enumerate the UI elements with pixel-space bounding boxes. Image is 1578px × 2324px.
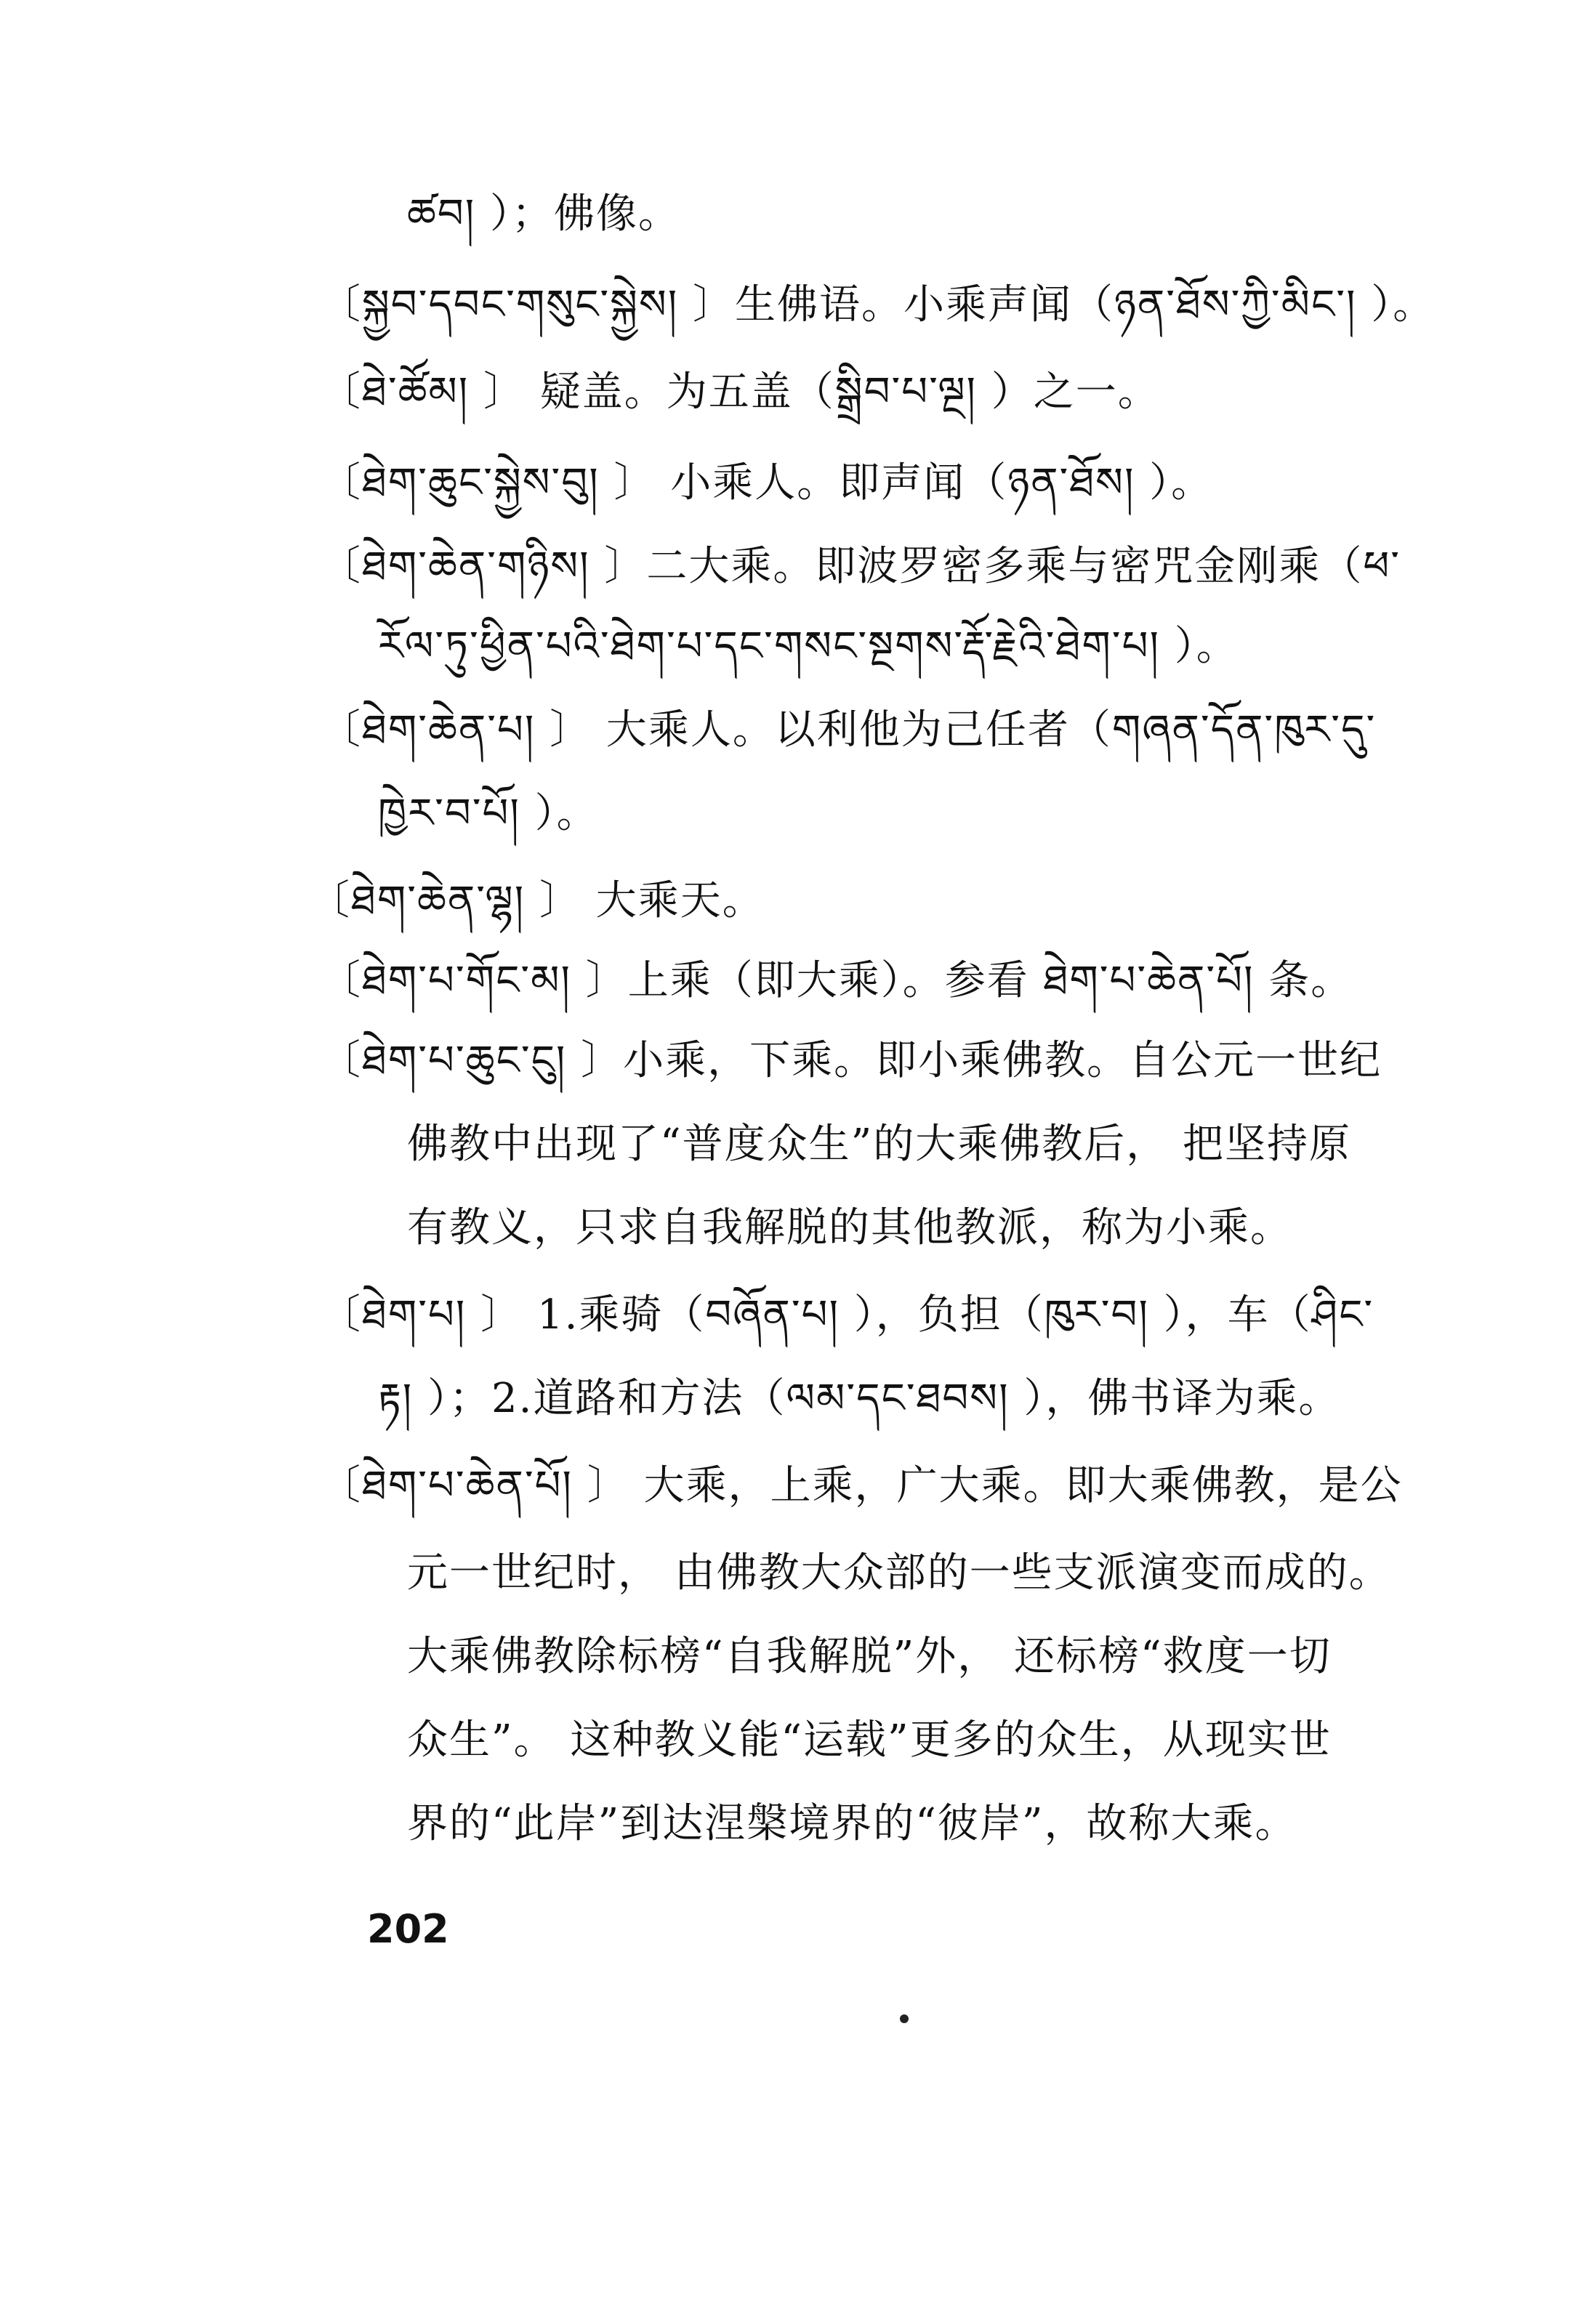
- entry-line: 〔ཐེག་ཆེན་པ། 〕 大乘人。以利他为己任者（གཞན་དོན་ཁུར་དུ་: [320, 706, 1377, 754]
- entry-line: 〔ཐེ་ཚོམ། 〕 疑盖。为五盖（སྒྲིབ་པ་ལྔ། ）之一。: [320, 368, 1160, 416]
- entry-continuation-line: 元一世纪时， 由佛教大众部的一些支派演变而成的。: [407, 1549, 1391, 1597]
- page-number: 202: [367, 1906, 449, 1952]
- entry-continuation-line: རོལ་ཏུ་ཕྱིན་པའི་ཐེག་པ་དང་གསང་སྔགས་རྡོ་རྗེའི་ཐེག་པ། ）。: [378, 623, 1239, 670]
- entry-continuation-line: 界的“此岸”到达涅槃境界的“彼岸”，故称大乘。: [407, 1800, 1297, 1847]
- entry-line: 〔ཐེག་ཆུང་སྐྱེས་བུ། 〕 小乘人。即声闻（ཉན་ཐོས། ）。: [320, 459, 1214, 507]
- entry-continuation-line: 佛教中出现了“普度众生”的大乘佛教后， 把坚持原: [407, 1121, 1352, 1168]
- entry-line: 〔ཐེག་ཆེན་གཉིས། 〕二大乘。即波罗密多乘与密咒金刚乘（ཕ་: [320, 543, 1401, 590]
- entry-continuation-line: 大乘佛教除标榜“自我解脱”外， 还标榜“救度一切: [407, 1633, 1332, 1680]
- entry-line: 〔ཐེག་པ། 〕 1.乘骑（བཞོན་པ། ），负担（ཁུར་བ། ），车（ཤིང་: [320, 1291, 1374, 1339]
- entry-line: 〔ཐེག་པ་ཆུང་ངུ། 〕小乘，下乘。即小乘佛教。自公元一世纪: [320, 1037, 1382, 1084]
- entry-line: 〔སྐྱབ་དབང་གསུང་སྐྱེས། 〕生佛语。小乘声闻（ཉན་ཐོས་ཀྱི་མིང་། ）。: [320, 281, 1436, 328]
- entry-continuation-line: 有教义，只求自我解脱的其他教派，称为小乘。: [407, 1204, 1292, 1251]
- entry-continuation-line: ཚབ། ）；佛像。: [407, 190, 681, 238]
- entry-continuation-line: 众生”。 这种教义能“运载”更多的众生，从现实世: [407, 1716, 1332, 1764]
- entry-line: 〔ཐེག་པ་གོང་མ། 〕上乘（即大乘）。参看 ཐེག་པ་ཆེན་པོ། 条。: [320, 957, 1353, 1004]
- entry-line: 〔ཐེག་པ་ཆེན་པོ། 〕 大乘，上乘，广大乘。即大乘佛教，是公: [320, 1462, 1403, 1509]
- print-speck: [900, 2014, 909, 2023]
- entry-continuation-line: རྟ། ）；2.道路和方法（ལམ་དང་ཐབས། ），佛书译为乘。: [378, 1375, 1341, 1422]
- entry-continuation-line: ཁྱེར་བ་པོ། ）。: [378, 790, 599, 837]
- entry-line: 〔ཐེག་ཆེན་ལྷ། 〕 大乘天。: [309, 877, 765, 924]
